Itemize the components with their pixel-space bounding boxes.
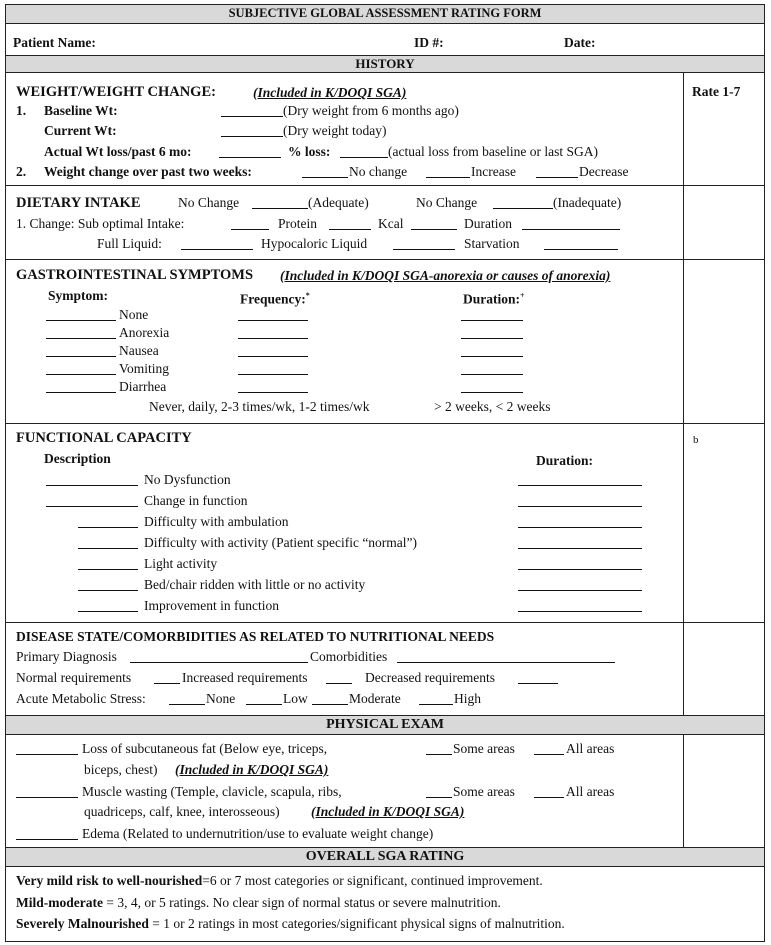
weight-n2: 2. [16,164,27,179]
weight-note: (Included in K/DOQI SGA) [253,85,407,100]
protein-label: Protein [278,216,317,231]
dietary-heading: DIETARY INTAKE [16,195,141,211]
muscle-all: All areas [566,784,615,799]
current-label: Current Wt: [44,123,117,138]
history-header: HISTORY [6,55,764,73]
no-change-label: No change [349,164,408,179]
increased-req-blank[interactable] [326,683,352,684]
function-duration-blank[interactable] [518,485,642,486]
fat-some: Some areas [453,741,515,756]
function-blank[interactable] [78,590,138,591]
normal-req-blank[interactable] [154,683,180,684]
overall-rating-header: OVERALL SGA RATING [6,847,764,867]
duration-plus: + [520,291,525,300]
change-label: 1. Change: Sub optimal Intake: [16,216,185,231]
starvation-blank[interactable] [544,249,618,250]
divider-functional [6,622,764,623]
weight-n1: 1. [16,103,27,118]
rating-severe: Severely Malnourished = 1 or 2 ratings in most categories/significant physical signs of malnutrition. [16,916,565,931]
comorbidities-label: Comorbidities [310,649,388,664]
disease-heading: DISEASE STATE/COMORBIDITIES AS RELATED TO NUTRITIONAL NEEDS [16,629,495,644]
stress-label: Acute Metabolic Stress: [16,691,146,706]
duration-blank[interactable] [461,374,523,375]
muscle-some-blank[interactable] [426,797,452,798]
decrease-label: Decrease [579,164,629,179]
sga-rating-form [5,4,765,942]
dietary-inadequate: (Inadequate) [553,195,622,210]
divider-weight [6,185,764,186]
frequency-options: Never, daily, 2-3 times/wk, 1-2 times/wk [149,399,370,414]
actual-loss-label: Actual Wt loss/past 6 mo: [44,144,192,159]
hypocaloric-label: Hypocaloric Liquid [261,236,368,251]
rating-column-divider-2 [683,734,684,847]
fat-blank[interactable] [16,754,78,755]
divider-gi [6,423,764,424]
decrease-blank[interactable] [536,177,578,178]
decreased-req-label: Decreased requirements [365,670,496,685]
function-blank[interactable] [46,485,138,486]
stress-low-blank[interactable] [246,704,282,705]
functional-duration-label: Duration: [536,453,593,468]
symptom-blank[interactable] [46,338,116,339]
function-duration-blank[interactable] [518,611,642,612]
current-blank[interactable] [221,136,283,137]
muscle-blank[interactable] [16,797,78,798]
function-blank[interactable] [78,548,138,549]
function-change: Change in function [144,493,248,508]
rate-label: Rate 1-7 [692,84,741,99]
stress-moderate-blank[interactable] [312,704,348,705]
baseline-label: Baseline Wt: [44,103,118,118]
function-duration-blank[interactable] [518,506,642,507]
frequency-blank[interactable] [238,374,308,375]
no-change-blank[interactable] [302,177,348,178]
function-bed-ridden: Bed/chair ridden with little or no activity [144,577,366,592]
baseline-blank[interactable] [221,116,283,117]
frequency-label: Frequency:* [240,291,310,307]
duration-blank[interactable] [461,392,523,393]
duration-blank[interactable] [461,320,523,321]
stress-high: High [454,691,481,706]
function-duration-blank[interactable] [518,548,642,549]
fat-all-blank[interactable] [534,754,564,755]
stress-high-blank[interactable] [419,704,453,705]
fat-all: All areas [566,741,615,756]
hypocaloric-blank[interactable] [393,249,455,250]
muscle-some: Some areas [453,784,515,799]
symptom-label: Symptom: [48,288,108,303]
full-liquid-label: Full Liquid: [97,236,162,251]
function-blank[interactable] [78,611,138,612]
starvation-label: Starvation [464,236,520,251]
decreased-req-blank[interactable] [518,683,558,684]
functional-heading: FUNCTIONAL CAPACITY [16,430,192,446]
normal-req-label: Normal requirements [16,670,132,685]
function-blank[interactable] [78,527,138,528]
frequency-blank[interactable] [238,338,308,339]
suboptimal-blank[interactable] [231,229,269,230]
comorbidities-blank[interactable] [397,662,615,663]
kcal-label: Kcal [378,216,404,231]
function-ambulation: Difficulty with ambulation [144,514,289,529]
protein-blank[interactable] [329,229,371,230]
date-label: Date: [564,35,596,50]
adequate-blank[interactable] [252,208,308,209]
rating-column-divider [683,73,684,716]
stress-low: Low [283,691,308,706]
increase-label: Increase [471,164,516,179]
stress-none-blank[interactable] [169,704,205,705]
id-label: ID #: [414,35,444,50]
dietary-adequate: (Adequate) [308,195,369,210]
symptom-anorexia: Anorexia [119,325,170,340]
duration-options: > 2 weeks, < 2 weeks [434,399,551,414]
gi-duration-label: Duration:+ [463,291,525,307]
symptom-blank[interactable] [46,320,116,321]
duration-blank[interactable] [461,338,523,339]
pct-loss-desc: (actual loss from baseline or last SGA) [388,144,598,159]
kcal-blank[interactable] [411,229,457,230]
symptom-blank[interactable] [46,392,116,393]
function-activity: Difficulty with activity (Patient specific “normal”) [144,535,418,550]
gi-note: (Included in K/DOQI SGA-anorexia or causes of anorexia) [280,268,611,283]
function-blank[interactable] [78,569,138,570]
pct-loss-label: % loss: [288,144,331,159]
symptom-diarrhea: Diarrhea [119,379,167,394]
current-desc: (Dry weight today) [283,123,387,138]
stress-moderate: Moderate [349,691,401,706]
muscle-note: (Included in K/DOQI SGA) [311,804,465,819]
function-duration-blank[interactable] [518,527,642,528]
actual-loss-blank[interactable] [219,157,281,158]
dietary-no-change: No Change [178,195,240,210]
frequency-blank[interactable] [238,320,308,321]
function-blank[interactable] [46,506,138,507]
muscle-label-2: quadriceps, calf, knee, interosseous) [84,804,280,819]
muscle-label: Muscle wasting (Temple, clavicle, scapula, ribs, [82,784,342,799]
function-improvement: Improvement in function [144,598,279,613]
rating-well-nourished: Very mild risk to well-nourished=6 or 7 most categories or significant, continued improvement. [16,873,543,888]
symptom-vomiting: Vomiting [119,361,170,376]
primary-diagnosis-blank[interactable] [130,662,308,663]
increase-blank[interactable] [426,177,470,178]
rating-mild-moderate: Mild-moderate = 3, 4, or 5 ratings. No clear sign of normal status or severe malnutrition. [16,895,501,910]
fat-label: Loss of subcutaneous fat (Below eye, triceps, [82,741,328,756]
weight-heading: WEIGHT/WEIGHT CHANGE: [16,84,216,100]
stress-none: None [206,691,236,706]
two-week-change-label: Weight change over past two weeks: [44,164,252,179]
duration-blank[interactable] [461,356,523,357]
functional-rate-mark: b [693,434,699,446]
dietary-no-change-2: No Change [416,195,478,210]
divider-dietary [6,259,764,260]
symptom-none: None [119,307,149,322]
duration-blank[interactable] [522,229,620,230]
physical-exam-header: PHYSICAL EXAM [6,715,764,735]
frequency-blank[interactable] [238,392,308,393]
inadequate-blank[interactable] [493,208,553,209]
gi-heading: GASTROINTESTINAL SYMPTOMS [16,267,254,283]
full-liquid-blank[interactable] [181,249,253,250]
description-label: Description [44,451,111,466]
pct-loss-blank[interactable] [340,157,388,158]
function-duration-blank[interactable] [518,590,642,591]
baseline-desc: (Dry weight from 6 months ago) [283,103,459,118]
duration-label: Duration [464,216,512,231]
function-light-activity: Light activity [144,556,218,571]
fat-some-blank[interactable] [426,754,452,755]
fat-label-2: biceps, chest) [84,762,158,777]
edema-blank[interactable] [16,839,78,840]
fat-note: (Included in K/DOQI SGA) [175,762,329,777]
symptom-nausea: Nausea [119,343,159,358]
symptom-blank[interactable] [46,356,116,357]
symptom-blank[interactable] [46,374,116,375]
frequency-blank[interactable] [238,356,308,357]
patient-name-label: Patient Name: [13,35,96,50]
edema-label: Edema (Related to undernutrition/use to evaluate weight change) [82,826,434,841]
form-title: SUBJECTIVE GLOBAL ASSESSMENT RATING FORM [6,5,764,24]
increased-req-label: Increased requirements [182,670,308,685]
function-duration-blank[interactable] [518,569,642,570]
frequency-asterisk: * [305,291,310,300]
muscle-all-blank[interactable] [534,797,564,798]
function-no-dysfunction: No Dysfunction [144,472,231,487]
primary-diagnosis-label: Primary Diagnosis [16,649,117,664]
